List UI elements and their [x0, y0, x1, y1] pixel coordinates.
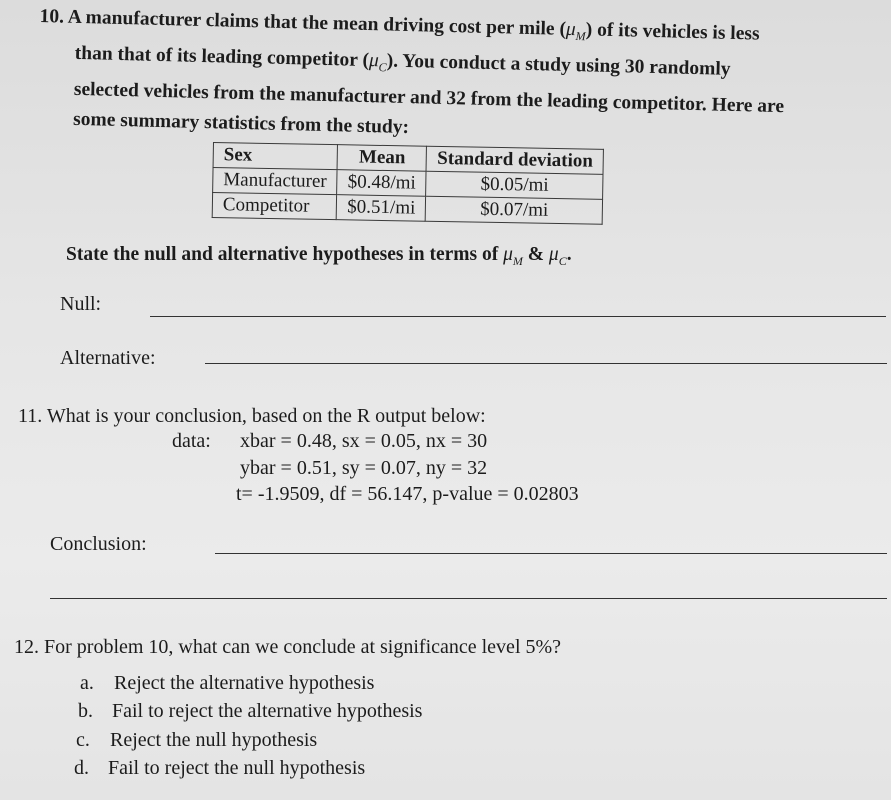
question-10	[37, 2, 870, 154]
table-cell: Competitor	[212, 193, 337, 220]
mu-c-symbol: $\mu_C$	[368, 49, 387, 75]
table-header: Sex	[213, 143, 338, 170]
option-text: Fail to reject the alternative hypothesis	[112, 700, 423, 722]
table-header: Standard deviation	[427, 146, 604, 174]
question-12: 12. For problem 10, what can we conclude at significance level 5%?	[14, 636, 562, 658]
mu-m-symbol: $\mu_M$	[565, 18, 586, 44]
alternative-answer-line[interactable]	[205, 363, 887, 364]
alternative-label: Alternative:	[60, 347, 156, 369]
option-b	[78, 700, 422, 723]
table-cell: $0.51/mi	[337, 195, 427, 222]
option-text: Fail to reject the null hypothesis	[108, 757, 366, 779]
table-cell: $0.05/mi	[426, 171, 603, 199]
table-cell: $0.07/mi	[426, 196, 603, 224]
q10-line-1: 10. A manufacturer claims that the mean driving cost per mile $(\mu_M)$ of its vehicles is less	[39, 5, 760, 45]
option-c	[76, 729, 317, 752]
mu-m-symbol: $\mu_M$	[503, 244, 523, 268]
conclusion-answer-line-2[interactable]	[50, 598, 887, 599]
option-text: Reject the null hypothesis	[110, 729, 318, 751]
option-letter: b.	[78, 700, 93, 722]
r-output-line-1: xbar = 0.48, sx = 0.05, nx = 30	[240, 430, 488, 452]
option-letter: d.	[74, 757, 89, 779]
hypotheses-prompt: State the null and alternative hypotheses in terms of $\mu_M$ & $\mu_C$.	[66, 244, 572, 268]
r-output-data-label: data:	[172, 430, 211, 452]
option-d	[74, 757, 365, 780]
mu-c-symbol: $\mu_C$	[548, 244, 567, 268]
table-cell: Manufacturer	[213, 168, 338, 195]
conclusion-answer-line-1[interactable]	[215, 553, 887, 554]
summary-statistics-table	[212, 142, 604, 225]
option-letter: a.	[80, 672, 94, 694]
option-letter: c.	[76, 729, 90, 751]
q10-line-3: selected vehicles from the manufacturer and 32 from the leading competitor. Here are	[73, 78, 785, 117]
option-text: Reject the alternative hypothesis	[114, 672, 375, 694]
table-cell: $0.48/mi	[337, 170, 427, 197]
null-label: Null:	[60, 293, 102, 315]
question-11: 11. What is your conclusion, based on the R output below:	[18, 405, 486, 427]
option-a	[80, 672, 374, 695]
conclusion-label: Conclusion:	[50, 533, 147, 555]
q10-line-4: some summary statistics from the study:	[72, 108, 410, 138]
r-output-line-3: t= -1.9509, df = 56.147, p-value = 0.02803	[236, 483, 579, 505]
table-header: Mean	[337, 145, 427, 172]
null-answer-line[interactable]	[150, 316, 886, 317]
r-output-line-2: ybar = 0.51, sy = 0.07, ny = 32	[240, 457, 488, 479]
q10-line-2: than that of its leading competitor $(\mu_C)$. You conduct a study using 30 randomly	[74, 42, 731, 80]
